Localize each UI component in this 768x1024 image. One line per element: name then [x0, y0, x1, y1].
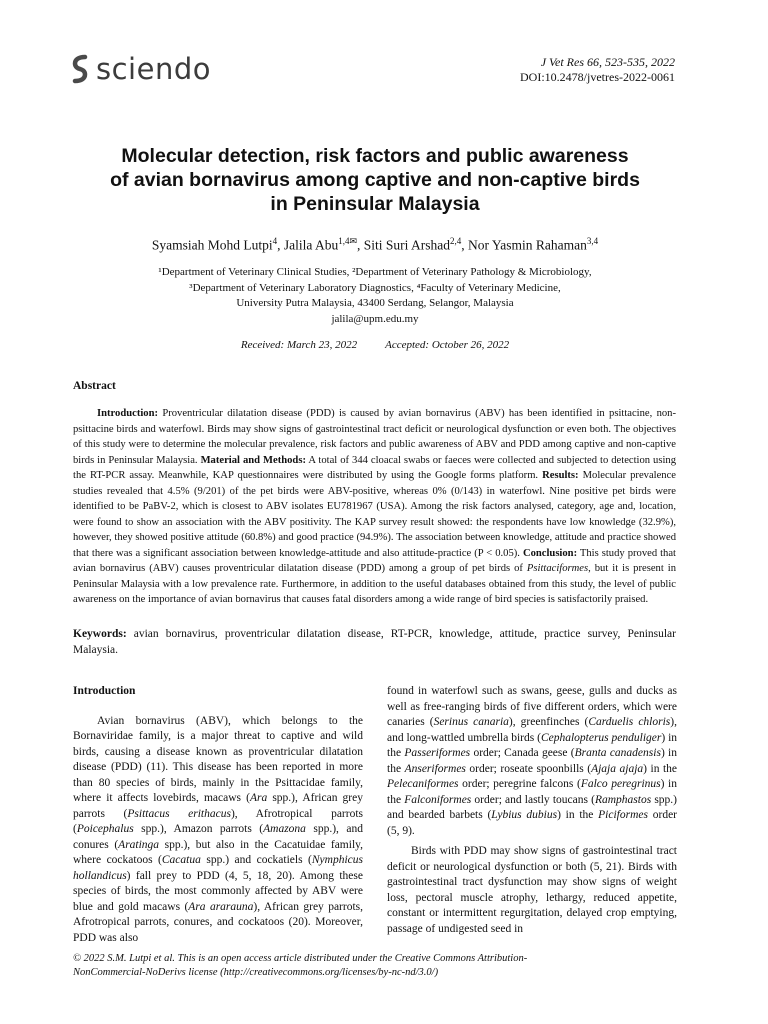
species-name: Lybius dubius: [491, 809, 558, 821]
author-separator: ,: [461, 237, 469, 253]
species-name: Falconiformes: [404, 793, 472, 806]
corresponding-email: jalila@upm.edu.my: [331, 312, 419, 325]
author-affiliation-mark: 4: [272, 236, 278, 246]
abstract-label: Material and Methods:: [200, 454, 306, 466]
affiliations: [60, 265, 690, 327]
abstract-text: , but it is present in Peninsular Malaysia with a low prevalence rate. Furthermore, in addition to the useful databases obtained from this study, the level of public awareness on the importance of avian bornavirus that causes fatal disorders among a wide range of bird species is satisfactorily praised.: [73, 563, 676, 605]
author-name: Nor Yasmin Rahaman: [468, 237, 587, 253]
abstract-label: Introduction:: [97, 408, 159, 419]
abstract-taxon: Psittaciformes: [526, 563, 589, 574]
article-title: [60, 144, 690, 216]
abstract-text: A total of 344 cloacal swabs or faeces were collected and subjected to detection using the RT-PCR assay. Meanwhile, KAP questionnaires were distributed by using the Google forms platform.: [73, 454, 677, 481]
title-line: in Peninsular Malaysia: [270, 193, 480, 215]
species-name: Cephalopterus penduliger: [540, 731, 662, 744]
species-name: Serinus canaria: [433, 716, 509, 728]
species-name: Nymphicus hollandicus: [73, 854, 363, 882]
received-date: Received: March 23, 2022: [240, 339, 358, 351]
accepted-date: Accepted: October 26, 2022: [385, 339, 510, 351]
species-name: Amazona: [263, 823, 306, 835]
author-list: [60, 236, 690, 254]
affiliation-line: ³Department of Veterinary Laboratory Diagnostics, ⁴Faculty of Veterinary Medicine,: [189, 281, 561, 294]
journal-info: [520, 55, 675, 85]
species-name: Branta canadensis: [574, 747, 661, 759]
species-name: Falco peregrinus: [580, 778, 661, 790]
title-line: Molecular detection, risk factors and public awareness: [121, 145, 629, 167]
species-name: Ramphastos: [594, 793, 652, 806]
species-name: Ajaja ajaja: [591, 762, 644, 775]
abstract-text: Molecular prevalence studies revealed that 4.5% (9/201) of the pet birds were ABV-positive, whereas 0% (0/143) in waterfowl. Nine positive pet birds were identified to be PaBV-2, which is closest to ABV isolates EU781967 (USA). Among the risk factors analysed, category, age and, location, were found to show an association with the ABV positivity. The KAP survey result showed: the respondents have low knowledge (32.9%), however, they showed positive attitude (60.8%) and good practice (94.9%). The association between knowledge, attitude and practice showed that there was a significant association between knowledge-attitude and also attitude-practice (P < 0.05).: [73, 470, 677, 559]
license-line: NonCommercial-NoDerivs license (http://creativecommons.org/licenses/by-nc-nd/3.0/): [73, 967, 439, 978]
species-name: Ara: [249, 792, 268, 804]
doi: DOI:10.2478/jvetres-2022-0061: [520, 70, 675, 84]
species-name: Aratinga: [118, 838, 160, 851]
abstract-body: [73, 406, 676, 608]
species-name: Piciformes: [598, 809, 648, 821]
affiliation-line: ¹Department of Veterinary Clinical Studies, ²Department of Veterinary Pathology & Microbiology,: [158, 266, 592, 278]
keywords-text: avian bornavirus, proventricular dilatation disease, RT-PCR, knowledge, attitude, practice survey, Peninsular Malaysia.: [73, 628, 676, 656]
author-separator: ,: [357, 237, 364, 253]
keywords-label: Keywords:: [73, 628, 127, 640]
species-name: Pelecaniformes: [387, 778, 459, 790]
sciendo-logo-icon: [72, 54, 88, 84]
abstract-label: Conclusion:: [522, 547, 578, 559]
keywords: [73, 627, 676, 658]
intro-paragraph: found in waterfowl such as swans, geese, gulls and ducks as well as free-ranging birds of five different orders, which were canaries (Serinus canaria), greenfinches (Carduelis chloris), and long-wattled umbrella birds (Cephalopterus penduliger) in the Passeriformes order; Canada geese (Branta canadensis) in the Anseriformes order; roseate spoonbills (Ajaja ajaja) in the Pelecaniformes order; peregrine falcons (Falco peregrinus) in the Falconiformes order; and lastly toucans (Ramphastos spp.) and bearded barbets (Lybius dubius) in the Piciformes order (5, 9).: [387, 685, 678, 837]
author-affiliation-mark: 1,4✉: [338, 236, 358, 246]
species-name: Carduelis chloris: [588, 716, 671, 728]
affiliation-line: University Putra Malaysia, 43400 Serdang, Selangor, Malaysia: [236, 297, 514, 309]
title-line: of avian bornavirus among captive and non-captive birds: [110, 169, 640, 191]
section-heading: Introduction: [73, 685, 136, 697]
intro-paragraph: Birds with PDD may show signs of gastrointestinal tract deficit or neurological dysfunction or both (5, 21). Birds with gastrointestinal tract dysfunction may show signs of weight loss, pectoral muscle atrophy, lethargy, reduced appetite, constant or intermittent regurgitation, delayed crop emptying, passage of undigested seed in: [387, 845, 677, 935]
body-column-left: [73, 684, 363, 946]
license-footer: [73, 952, 693, 980]
author-affiliation-mark: 2,4: [450, 236, 462, 246]
article-dates: [60, 339, 690, 351]
abstract-text: Proventricular dilatation disease (PDD) is caused by avian bornavirus (ABV) has been identified in psittacine, non-psittacine birds and waterfowl. Birds may show signs of gastrointestinal tract deficit or neurological dysfunction or even both. The objectives of this study were to determine the molecular prevalence, risk factors and public awareness of ABV and PDD among captive and non-captive birds in Peninsular Malaysia.: [73, 408, 676, 466]
species-name: Psittacus erithacus: [127, 807, 231, 820]
abstract-label: Results:: [542, 470, 579, 481]
species-name: Anseriformes: [404, 762, 466, 775]
author-name: Syamsiah Mohd Lutpi: [151, 237, 273, 253]
author-affiliation-mark: 3,4: [586, 236, 599, 246]
author-name: Siti Suri Arshad: [363, 237, 451, 253]
intro-paragraph: Avian bornavirus (ABV), which belongs to the Bornaviridae family, is a major threat to captive and wild birds, causing a disease known as proventricular dilatation disease (PDD) (11). This disease has been reported in more than 80 species of birds, mainly in the Psittacidae family, where it affects lovebirds, macaws (Ara spp.), African grey parrots (Psittacus erithacus), Afrotropical parrots (Poicephalus spp.), Amazon parrots (Amazona spp.), and conures (Aratinga spp.), but also in the Cacatuidae family, where cockatoos (Cacatua spp.) and cockatiels (Nymphicus hollandicus) fall prey to PDD (4, 5, 18, 20). Among these species of birds, the most commonly affected by ABV were blue and gold macaws (Ara ararauna), African grey parrots, Afrotropical parrots, conures, and cockatoos (20). Moreover, PDD was also: [73, 714, 364, 944]
abstract-text: This study proved that avian bornavirus (ABV) causes proventricular dilatation disease (PDD) among a group of pet birds of: [73, 547, 676, 574]
species-name: Cacatua: [161, 854, 201, 866]
author-name: Jalila Abu: [283, 237, 339, 253]
species-name: Passeriformes: [404, 747, 471, 759]
license-line: © 2022 S.M. Lutpi et al. This is an open access article distributed under the Creative Commons Attribution-: [73, 953, 528, 964]
author-separator: ,: [277, 237, 284, 253]
abstract-heading: Abstract: [73, 380, 116, 392]
species-name: Poicephalus: [76, 823, 134, 835]
publisher-logo: [72, 51, 211, 86]
body-column-right: [387, 684, 677, 937]
publisher-name: sciendo: [96, 51, 211, 86]
journal-reference: J Vet Res 66, 523-535, 2022: [540, 55, 675, 69]
species-name: Ara ararauna: [188, 900, 254, 913]
